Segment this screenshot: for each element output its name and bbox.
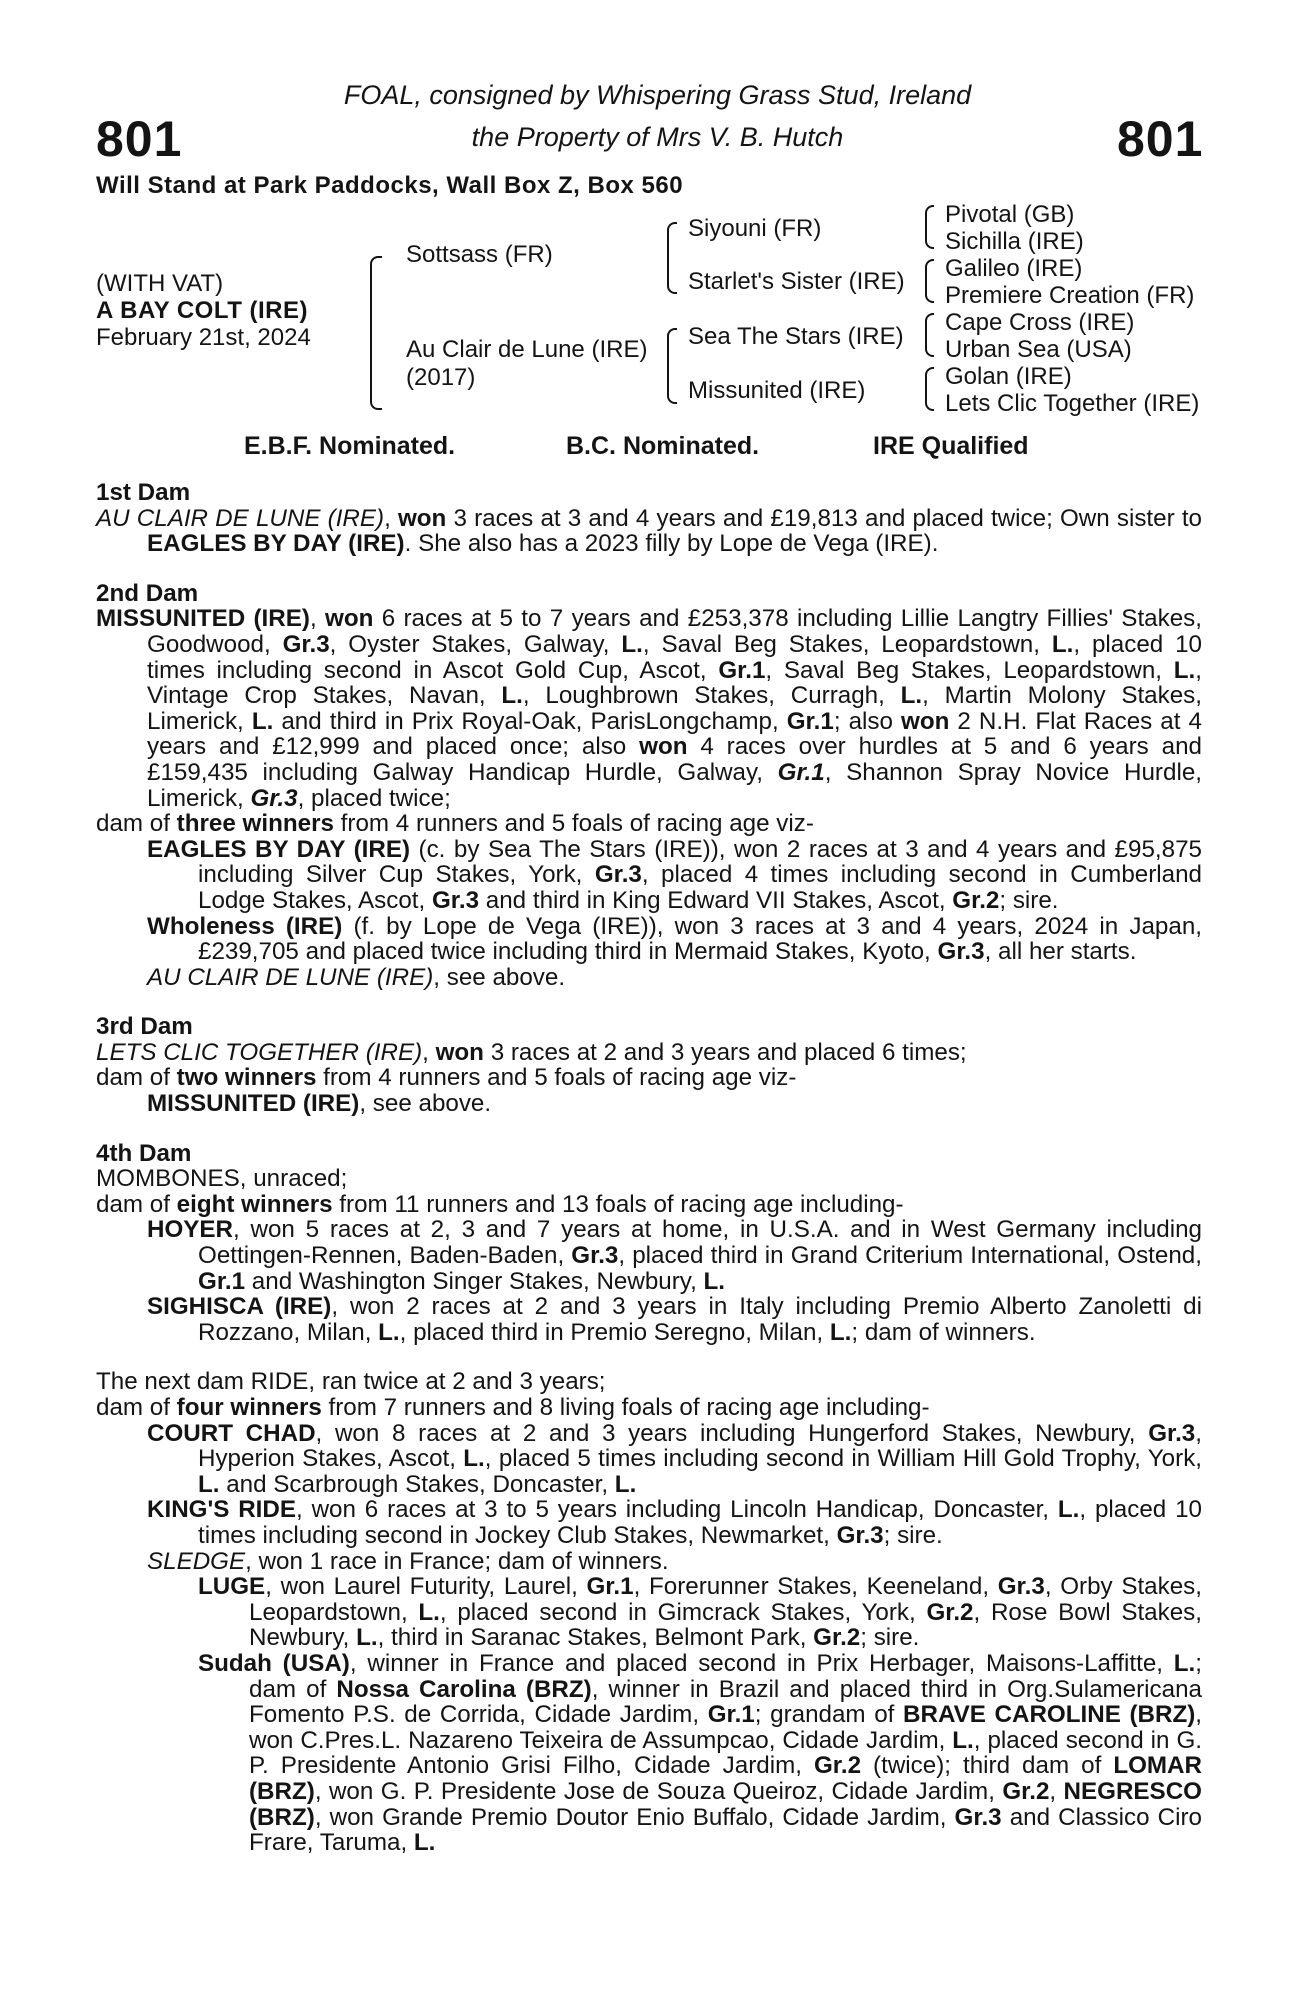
horse-name: A BAY COLT (IRE)	[96, 297, 309, 324]
foaled-date: February 21st, 2024	[96, 324, 311, 351]
body-paragraph: Sudah (USA), winner in France and placed second in Prix Herbager, Maisons-Laffitte, L.; dam of Nossa Carolina (BRZ), winner in Brazil and placed third in Org.Sulamericana Fomento P.S. de Corrida, Cidade Jardim, Gr.1; grandam of BRAVE CAROLINE (BRZ), won C.Pres.L. Nazareno Teixeira de Assumpcao, Cidade Jardim, L., placed second in G. P. Presidente Antonio Grisi Filho, Cidade Jardim, Gr.2 (twice); third dam of LOMAR (BRZ), won G. P. Presidente Jose de Souza Queiroz, Cidade Jardim, Gr.2, NEGRESCO (BRZ), won Grande Premio Doutor Enio Buffalo, Cidade Jardim, Gr.3 and Classico Ciro Frare, Taruma, L.	[198, 1649, 1203, 1857]
ggp-3: Galileo (IRE)	[945, 255, 1083, 282]
brace-gen1	[370, 256, 382, 410]
ebf-nomination: E.B.F. Nominated.	[244, 432, 456, 460]
sire-dam: Starlet's Sister (IRE)	[688, 268, 905, 295]
body-paragraph: MISSUNITED (IRE), see above.	[147, 1090, 492, 1118]
dam-dam: Missunited (IRE)	[688, 377, 866, 404]
body-paragraph: AU CLAIR DE LUNE (IRE), see above.	[147, 963, 566, 991]
ggp-8: Lets Clic Together (IRE)	[945, 390, 1200, 417]
sire-sire: Siyouni (FR)	[688, 215, 822, 242]
brace-ggp-3	[925, 313, 934, 357]
dam-sire: Sea The Stars (IRE)	[688, 323, 904, 350]
brace-ggp-4	[925, 367, 934, 411]
body-paragraph: KING'S RIDE, won 6 races at 3 to 5 years including Lincoln Handicap, Doncaster, L., placed 10 times including second in Jockey Club Stakes, Newmarket, Gr.3; sire.	[147, 1496, 1202, 1549]
ire-qualified: IRE Qualified	[873, 432, 1029, 460]
body-paragraph: AU CLAIR DE LUNE (IRE), won 3 races at 3 and 4 years and £19,813 and placed twice; Own sister to EAGLES BY DAY (IRE). She also has a 2023 filly by Lope de Vega (IRE).	[96, 504, 1202, 558]
section-heading: 3rd Dam	[96, 1013, 193, 1041]
brace-sire-line	[667, 222, 677, 294]
body-paragraph: SIGHISCA (IRE), won 2 races at 2 and 3 years in Italy including Premio Alberto Zanoletti di Rozzano, Milan, L., placed third in Premio Seregno, Milan, L.; dam of winners.	[147, 1293, 1202, 1346]
lot-number-right: 801	[1117, 111, 1204, 167]
brace-ggp-1	[925, 205, 934, 249]
section-gap	[96, 990, 1202, 1014]
section-gap	[96, 1117, 1202, 1141]
section-gap	[96, 1345, 1202, 1369]
ggp-6: Urban Sea (USA)	[945, 336, 1132, 363]
body-paragraph: LETS CLIC TOGETHER (IRE), won 3 races at 2 and 3 years and placed 6 times;	[96, 1038, 967, 1066]
ggp-1: Pivotal (GB)	[945, 201, 1075, 228]
body-paragraph: HOYER, won 5 races at 2, 3 and 7 years at home, in U.S.A. and in West Germany including Oettingen-Rennen, Baden-Baden, Gr.3, placed third in Grand Criterium International, Ostend, Gr.1 and Washington Singer Stakes, Newbury, L.	[147, 1216, 1202, 1295]
lot-number-left: 801	[96, 111, 183, 167]
sire: Sottsass (FR)	[406, 241, 553, 268]
body-paragraph: dam of eight winners from 11 runners and 13 foals of racing age including-	[96, 1190, 904, 1218]
body-paragraph: Wholeness (IRE) (f. by Lope de Vega (IRE)), won 3 races at 3 and 4 years, 2024 in Japan, £239,705 and placed twice including third in Mermaid Stakes, Kyoto, Gr.3, all her starts.	[147, 912, 1202, 966]
body-paragraph: EAGLES BY DAY (IRE) (c. by Sea The Stars (IRE)), won 2 races at 3 and 4 years and £95,875 including Silver Cup Stakes, York, Gr.3, placed 4 times including second in Cumberland Lodge Stakes, Ascot, Gr.3 and third in King Edward VII Stakes, Ascot, Gr.2; sire.	[147, 835, 1203, 914]
body-paragraph: MOMBONES, unraced;	[96, 1165, 348, 1193]
catalogue-body	[96, 480, 1202, 1856]
body-paragraph: SLEDGE, won 1 race in France; dam of winners.	[147, 1547, 669, 1575]
body-paragraph: LUGE, won Laurel Futurity, Laurel, Gr.1, Forerunner Stakes, Keeneland, Gr.3, Orby Stakes, Leopardstown, L., placed second in Gimcrack Stakes, York, Gr.2, Rose Bowl Stakes, Newbury, L., third in Saranac Stakes, Belmont Park, Gr.2; sire.	[198, 1573, 1202, 1652]
ggp-2: Sichilla (IRE)	[945, 228, 1084, 255]
body-paragraph: dam of four winners from 7 runners and 8 living foals of racing age including-	[96, 1394, 930, 1421]
ggp-7: Golan (IRE)	[945, 363, 1072, 390]
dam: Au Clair de Lune (IRE)	[406, 336, 648, 363]
body-paragraph: dam of two winners from 4 runners and 5 foals of racing age viz-	[96, 1064, 797, 1092]
body-paragraph: MISSUNITED (IRE), won 6 races at 5 to 7 years and £253,378 including Lillie Langtry Fillies' Stakes, Goodwood, Gr.3, Oyster Stakes, Galway, L., Saval Beg Stakes, Leopardstown, L., placed 10 times including second in Ascot Gold Cup, Ascot, Gr.1, Saval Beg Stakes, Leopardstown, L., Vintage Crop Stakes, Navan, L., Loughbrown Stakes, Curragh, L., Martin Molony Stakes, Limerick, L. and third in Prix Royal-Oak, ParisLongchamp, Gr.1; also won 2 N.H. Flat Races at 4 years and £12,999 and placed once; also won 4 races over hurdles at 5 and 6 years and £159,435 including Galway Handicap Hurdle, Galway, Gr.1, Shannon Spray Novice Hurdle, Limerick, Gr.3, placed twice;	[96, 605, 1203, 812]
section-gap	[96, 557, 1202, 581]
vat-note: (WITH VAT)	[96, 270, 224, 297]
section-heading: 2nd Dam	[96, 579, 199, 607]
section-heading: 4th Dam	[96, 1139, 192, 1167]
section-heading: 1st Dam	[96, 479, 191, 506]
consignment-line-1: FOAL, consigned by Whispering Grass Stud, Ireland	[343, 80, 972, 110]
stand-location: Will Stand at Park Paddocks, Wall Box Z, Box 560	[96, 172, 684, 199]
ggp-4: Premiere Creation (FR)	[945, 282, 1195, 309]
consignment-line-2: the Property of Mrs V. B. Hutch	[471, 122, 844, 152]
dam-year: (2017)	[406, 364, 476, 391]
body-paragraph: The next dam RIDE, ran twice at 2 and 3 years;	[96, 1368, 606, 1396]
body-paragraph: COURT CHAD, won 8 races at 2 and 3 years including Hungerford Stakes, Newbury, Gr.3, Hyperion Stakes, Ascot, L., placed 5 times including second in William Hill Gold Trophy, York, L. and Scarbrough Stakes, Doncaster, L.	[147, 1419, 1203, 1498]
ggp-5: Cape Cross (IRE)	[945, 309, 1135, 336]
body-paragraph: dam of three winners from 4 runners and 5 foals of racing age viz-	[96, 810, 814, 838]
brace-dam-line	[667, 328, 677, 404]
bc-nomination: B.C. Nominated.	[566, 432, 760, 460]
brace-ggp-2	[925, 259, 934, 303]
